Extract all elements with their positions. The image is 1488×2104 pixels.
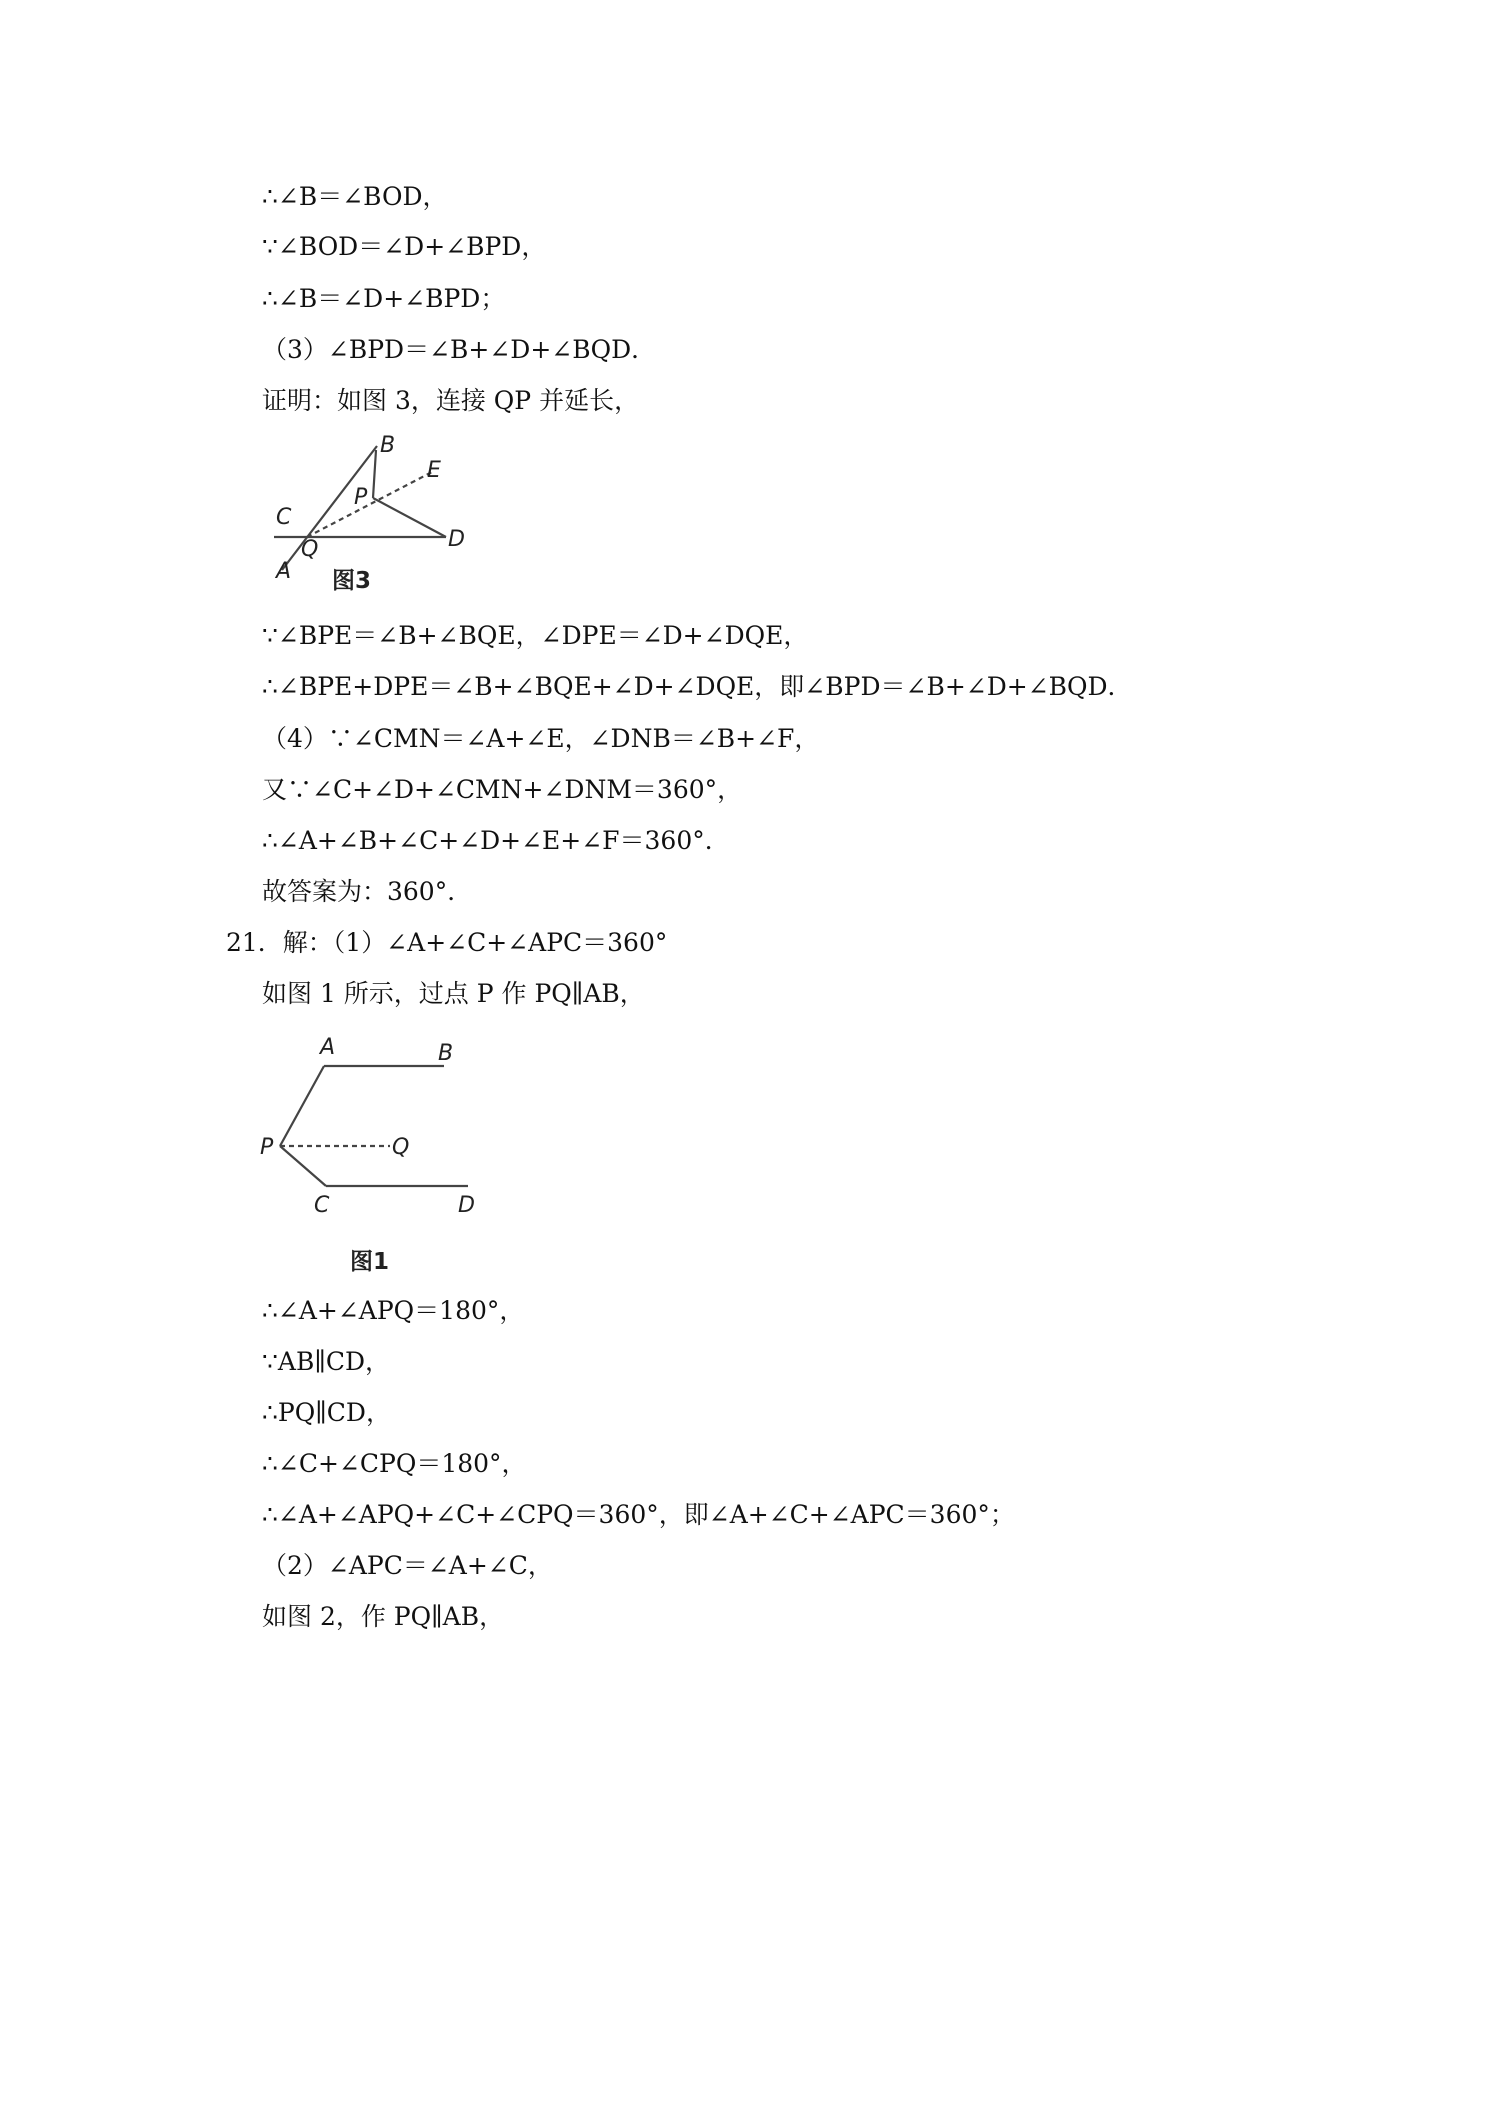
label-q: Q [392, 1135, 410, 1160]
line-pc [280, 1146, 326, 1186]
text-line: ∵AB∥CD， [262, 1347, 391, 1376]
text-line: 如图 1 所示，过点 P 作 PQ∥AB， [262, 979, 645, 1008]
label-c: C [314, 1193, 330, 1218]
text-line: ∴∠C+∠CPQ＝180°， [262, 1449, 527, 1478]
text-line: ∵∠BOD＝∠D+∠BPD， [262, 232, 547, 261]
text-line: 又∵∠C+∠D+∠CMN+∠DNM＝360°， [262, 775, 743, 804]
label-d: D [458, 1193, 475, 1218]
line-qe-dashed [307, 472, 432, 537]
label-b: B [380, 433, 396, 458]
figure-1 [258, 1036, 498, 1286]
text-line: （3）∠BPD＝∠B+∠D+∠BQD． [262, 335, 657, 364]
text-line: 证明：如图 3，连接 QP 并延长， [262, 386, 640, 415]
label-b: B [438, 1041, 454, 1066]
line-ap [280, 1066, 324, 1146]
text-line: ∵∠BPE＝∠B+∠BQE，∠DPE＝∠D+∠DQE， [262, 621, 809, 650]
text-line: 故答案为：360°． [262, 877, 473, 906]
text-line: ∴PQ∥CD， [262, 1398, 391, 1427]
text-line: （2）∠APC＝∠A+∠C， [262, 1551, 553, 1580]
label-p: P [260, 1135, 274, 1160]
label-q: Q [301, 537, 319, 562]
text-line: ∴∠A+∠APQ+∠C+∠CPQ＝360°，即∠A+∠C+∠APC＝360°； [262, 1500, 1015, 1529]
label-a: A [276, 559, 292, 584]
text-line: ∴∠B＝∠BOD， [262, 182, 448, 211]
question-number-line: 21．解：（1）∠A+∠C+∠APC＝360° [226, 928, 668, 957]
line-pd [373, 498, 446, 537]
text-line: ∴∠BPE+DPE＝∠B+∠BQE+∠D+∠DQE，即∠BPD＝∠B+∠D+∠BQD． [262, 672, 1133, 701]
label-c: C [276, 505, 292, 530]
figure-caption: 图3 [332, 568, 372, 594]
label-d: D [448, 527, 465, 552]
text-line: 如图 2，作 PQ∥AB， [262, 1602, 505, 1631]
label-e: E [427, 458, 441, 483]
figure-3 [262, 432, 482, 602]
label-p: P [354, 485, 368, 510]
text-line: ∴∠B＝∠D+∠BPD； [262, 284, 506, 313]
text-line: ∴∠A+∠B+∠C+∠D+∠E+∠F＝360°． [262, 826, 730, 855]
label-a: A [320, 1035, 336, 1060]
text-line: ∴∠A+∠APQ＝180°， [262, 1296, 525, 1325]
text-line: （4）∵∠CMN＝∠A+∠E，∠DNB＝∠B+∠F， [262, 724, 820, 753]
figure-caption: 图1 [350, 1249, 390, 1275]
line-bp [373, 450, 376, 498]
